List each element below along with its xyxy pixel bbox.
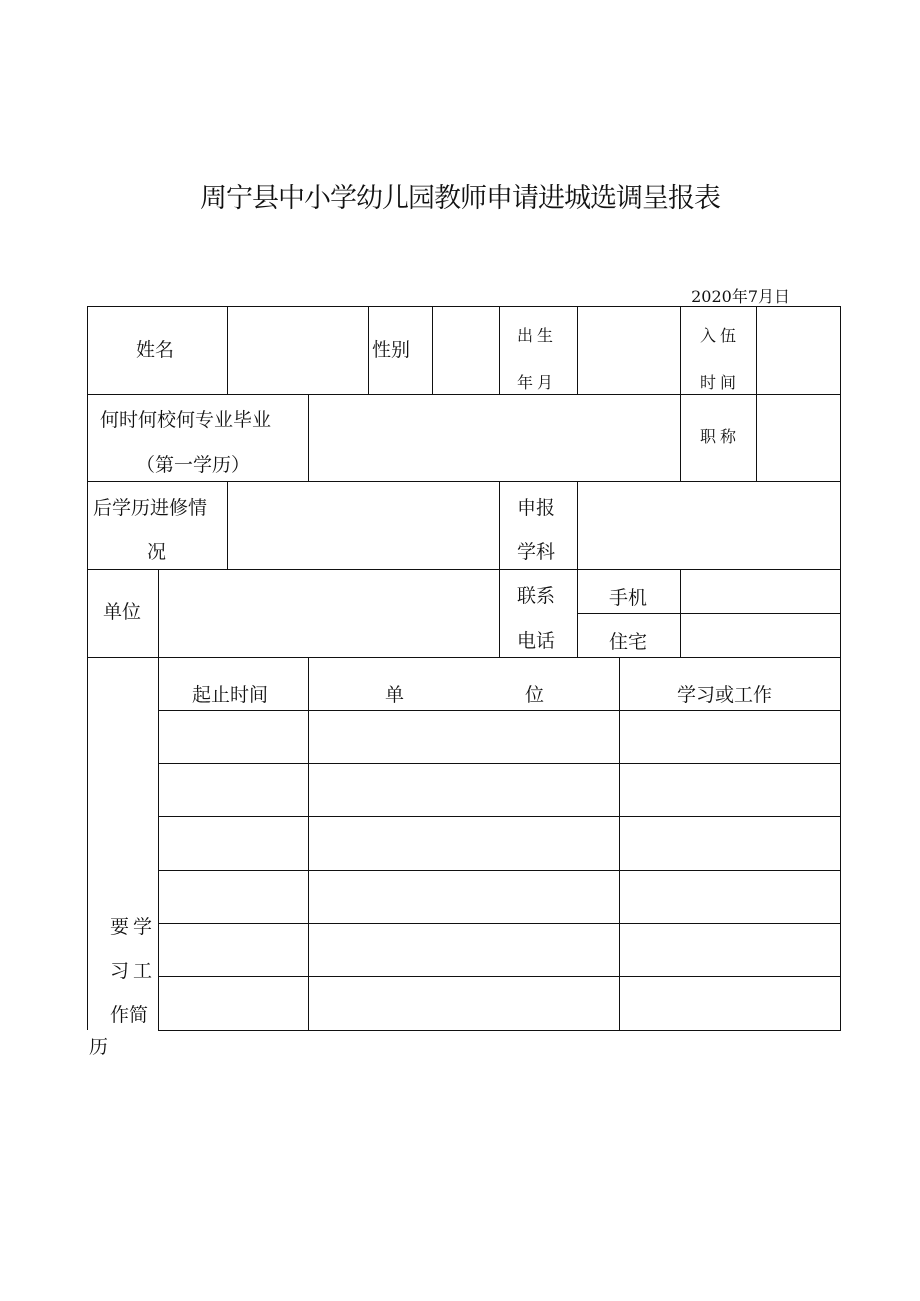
birth-date-label-line2: 年月 <box>517 373 558 392</box>
birth-date-label-line1: 出生 <box>517 326 558 345</box>
enlist-time-label-line1: 入伍 <box>700 326 741 345</box>
graduation-label-line2: （第一学历） <box>136 454 251 476</box>
history-period-header: 起止时间 <box>192 684 269 706</box>
graduation-label-line1: 何时何校何专业毕业 <box>100 409 272 431</box>
history-unit-header-part2: 位 <box>525 684 545 706</box>
enlist-time-label-line2: 时间 <box>700 373 741 392</box>
form-date: 2020年7月日 <box>691 287 790 306</box>
history-work-header: 学习或工作 <box>677 684 773 706</box>
gender-label: 性别 <box>372 339 411 361</box>
history-side-label-line2: 习工 <box>110 960 157 982</box>
professional-title-label: 职称 <box>700 427 741 446</box>
history-unit-header-part1: 单 <box>385 684 405 706</box>
further-education-label-line2: 况 <box>147 541 167 563</box>
further-education-label-line1: 后学历进修情 <box>93 497 208 519</box>
contact-phone-label-line2: 电话 <box>517 630 556 652</box>
home-phone-label: 住宅 <box>609 631 648 653</box>
work-unit-label: 单位 <box>103 601 142 623</box>
name-label: 姓名 <box>136 339 175 361</box>
form-title: 周宁县中小学幼儿园教师申请进城选调呈报表 <box>200 183 720 214</box>
apply-subject-label-line1: 申报 <box>517 497 556 519</box>
history-side-label-line1: 要学 <box>110 916 157 938</box>
history-side-label-line3: 作简 <box>110 1004 149 1026</box>
history-side-label-line4: 历 <box>89 1036 109 1058</box>
contact-phone-label-line1: 联系 <box>517 585 556 607</box>
mobile-label: 手机 <box>609 587 648 609</box>
apply-subject-label-line2: 学科 <box>517 541 556 563</box>
